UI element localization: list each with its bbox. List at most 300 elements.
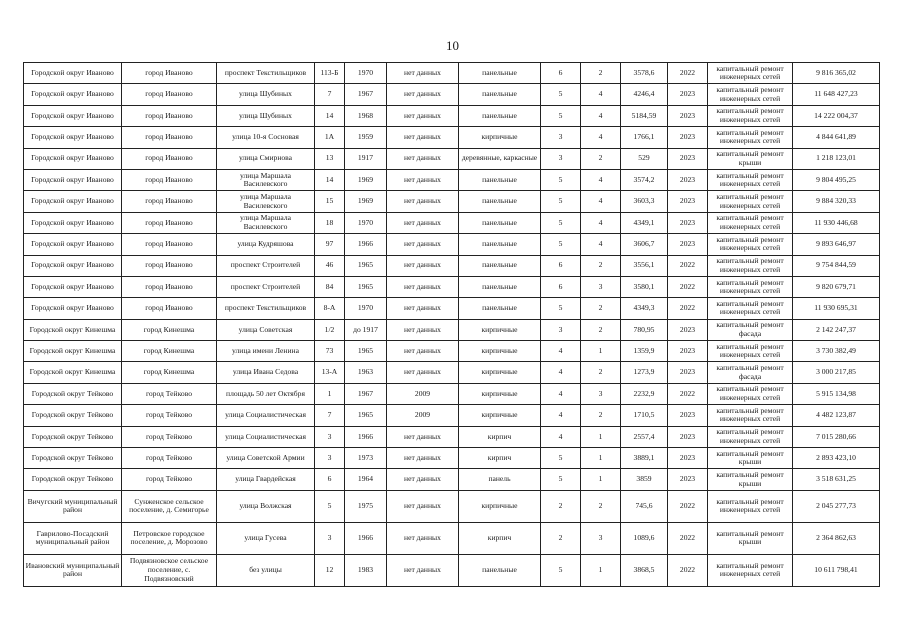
entrances-cell: 2 [581,405,621,426]
year-overhaul-cell: нет данных [387,426,459,447]
street-cell: без улицы [217,554,315,586]
work-type-cell: капитальный ремонт крыши [708,448,793,469]
cost-cell: 7 015 280,66 [793,426,880,447]
year-built-cell: 1973 [345,448,387,469]
cost-cell: 2 045 277,73 [793,490,880,522]
work-type-cell: капитальный ремонт инженерных сетей [708,191,793,212]
year-overhaul-cell: нет данных [387,298,459,319]
work-type-cell: капитальный ремонт инженерных сетей [708,298,793,319]
plan-year-cell: 2023 [668,148,708,169]
year-overhaul-cell: нет данных [387,148,459,169]
year-built-cell: 1966 [345,522,387,554]
work-type-cell: капитальный ремонт крыши [708,522,793,554]
house-number-cell: 1/2 [315,319,345,340]
settlement-cell: город Иваново [122,234,217,255]
settlement-cell: Петровское городское поселение, д. Морозово [122,522,217,554]
street-cell: улица Маршала Василевского [217,191,315,212]
district-cell: Городской округ Кинешма [24,362,122,383]
area-cell: 780,95 [621,319,668,340]
house-number-cell: 3 [315,448,345,469]
house-number-cell: 1А [315,127,345,148]
area-cell: 3556,1 [621,255,668,276]
cost-cell: 11 930 446,68 [793,212,880,233]
plan-year-cell: 2023 [668,212,708,233]
work-type-cell: капитальный ремонт инженерных сетей [708,426,793,447]
year-overhaul-cell: нет данных [387,234,459,255]
table-row [24,469,880,490]
settlement-cell: город Кинешма [122,319,217,340]
table-row [24,405,880,426]
district-cell: Городской округ Иваново [24,148,122,169]
district-cell: Городской округ Тейково [24,383,122,404]
work-type-cell: капитальный ремонт инженерных сетей [708,105,793,126]
street-cell: площадь 50 лет Октября [217,383,315,404]
table-row [24,426,880,447]
floors-cell: 5 [541,212,581,233]
floors-cell: 4 [541,362,581,383]
cost-cell: 9 754 844,59 [793,255,880,276]
year-built-cell: 1959 [345,127,387,148]
plan-year-cell: 2022 [668,383,708,404]
district-cell: Городской округ Тейково [24,426,122,447]
street-cell: улица Советская [217,319,315,340]
plan-year-cell: 2023 [668,127,708,148]
house-number-cell: 14 [315,169,345,190]
table-row [24,554,880,586]
year-overhaul-cell: нет данных [387,276,459,297]
entrances-cell: 3 [581,383,621,404]
year-overhaul-cell: нет данных [387,554,459,586]
year-built-cell: 1967 [345,383,387,404]
table-row [24,448,880,469]
year-built-cell: 1967 [345,84,387,105]
plan-year-cell: 2023 [668,169,708,190]
area-cell: 1089,6 [621,522,668,554]
year-overhaul-cell: нет данных [387,448,459,469]
year-built-cell: 1917 [345,148,387,169]
settlement-cell: город Кинешма [122,362,217,383]
area-cell: 3859 [621,469,668,490]
table-row [24,341,880,362]
wall-material-cell: панельные [459,255,541,276]
year-overhaul-cell: 2009 [387,405,459,426]
entrances-cell: 1 [581,341,621,362]
floors-cell: 3 [541,148,581,169]
settlement-cell: Сунженское сельское поселение, д. Семигорье [122,490,217,522]
year-overhaul-cell: 2009 [387,383,459,404]
work-type-cell: капитальный ремонт инженерных сетей [708,169,793,190]
cost-cell: 11 930 695,31 [793,298,880,319]
cost-cell: 4 844 641,89 [793,127,880,148]
work-type-cell: капитальный ремонт инженерных сетей [708,212,793,233]
table-row [24,148,880,169]
year-built-cell: 1970 [345,63,387,84]
floors-cell: 6 [541,255,581,276]
entrances-cell: 4 [581,127,621,148]
area-cell: 3606,7 [621,234,668,255]
floors-cell: 5 [541,169,581,190]
settlement-cell: город Иваново [122,255,217,276]
plan-year-cell: 2022 [668,255,708,276]
entrances-cell: 4 [581,105,621,126]
house-number-cell: 7 [315,405,345,426]
district-cell: Городской округ Иваново [24,105,122,126]
wall-material-cell: панельные [459,169,541,190]
area-cell: 2232,9 [621,383,668,404]
floors-cell: 4 [541,426,581,447]
table-row [24,212,880,233]
work-type-cell: капитальный ремонт фасада [708,362,793,383]
street-cell: улица Гусева [217,522,315,554]
wall-material-cell: кирпичные [459,362,541,383]
street-cell: улица Кудряшова [217,234,315,255]
year-built-cell: до 1917 [345,319,387,340]
floors-cell: 6 [541,63,581,84]
cost-cell: 4 482 123,87 [793,405,880,426]
settlement-cell: город Тейково [122,469,217,490]
year-built-cell: 1966 [345,234,387,255]
table-row [24,319,880,340]
entrances-cell: 2 [581,362,621,383]
wall-material-cell: панельные [459,234,541,255]
floors-cell: 5 [541,234,581,255]
plan-year-cell: 2022 [668,63,708,84]
house-number-cell: 1 [315,383,345,404]
district-cell: Городской округ Иваново [24,234,122,255]
house-number-cell: 5 [315,490,345,522]
house-number-cell: 18 [315,212,345,233]
floors-cell: 2 [541,522,581,554]
entrances-cell: 1 [581,426,621,447]
settlement-cell: город Тейково [122,426,217,447]
house-number-cell: 84 [315,276,345,297]
area-cell: 3603,3 [621,191,668,212]
year-overhaul-cell: нет данных [387,522,459,554]
work-type-cell: капитальный ремонт фасада [708,319,793,340]
year-built-cell: 1970 [345,298,387,319]
house-number-cell: 3 [315,426,345,447]
entrances-cell: 4 [581,191,621,212]
plan-year-cell: 2023 [668,105,708,126]
floors-cell: 5 [541,469,581,490]
area-cell: 3889,1 [621,448,668,469]
settlement-cell: город Иваново [122,276,217,297]
year-built-cell: 1975 [345,490,387,522]
work-type-cell: капитальный ремонт инженерных сетей [708,341,793,362]
settlement-cell: город Кинешма [122,341,217,362]
wall-material-cell: панельные [459,84,541,105]
settlement-cell: город Тейково [122,405,217,426]
area-cell: 1273,9 [621,362,668,383]
entrances-cell: 2 [581,319,621,340]
wall-material-cell: кирпич [459,426,541,447]
floors-cell: 5 [541,554,581,586]
district-cell: Вичугский муниципальный район [24,490,122,522]
year-built-cell: 1966 [345,426,387,447]
house-number-cell: 14 [315,105,345,126]
plan-year-cell: 2022 [668,554,708,586]
table-row [24,105,880,126]
street-cell: улица Маршала Василевского [217,212,315,233]
year-overhaul-cell: нет данных [387,84,459,105]
settlement-cell: город Тейково [122,383,217,404]
house-number-cell: 8-А [315,298,345,319]
year-overhaul-cell: нет данных [387,169,459,190]
cost-cell: 10 611 798,41 [793,554,880,586]
plan-year-cell: 2023 [668,84,708,105]
plan-year-cell: 2023 [668,362,708,383]
house-number-cell: 46 [315,255,345,276]
plan-year-cell: 2023 [668,234,708,255]
cost-cell: 11 648 427,23 [793,84,880,105]
street-cell: улица Советской Армии [217,448,315,469]
entrances-cell: 2 [581,63,621,84]
work-type-cell: капитальный ремонт инженерных сетей [708,490,793,522]
year-overhaul-cell: нет данных [387,63,459,84]
wall-material-cell: кирпичные [459,319,541,340]
floors-cell: 4 [541,383,581,404]
floors-cell: 4 [541,341,581,362]
settlement-cell: Подвязновское сельское поселение, с. Подвязновский [122,554,217,586]
district-cell: Городской округ Иваново [24,298,122,319]
cost-cell: 1 218 123,01 [793,148,880,169]
entrances-cell: 2 [581,148,621,169]
entrances-cell: 4 [581,212,621,233]
entrances-cell: 2 [581,298,621,319]
district-cell: Городской округ Иваново [24,255,122,276]
housing-overhaul-table [23,62,880,587]
year-overhaul-cell: нет данных [387,105,459,126]
district-cell: Городской округ Иваново [24,127,122,148]
district-cell: Городской округ Тейково [24,448,122,469]
cost-cell: 2 364 862,63 [793,522,880,554]
table-row [24,63,880,84]
cost-cell: 9 816 365,02 [793,63,880,84]
street-cell: улица имени Ленина [217,341,315,362]
district-cell: Городской округ Иваново [24,212,122,233]
house-number-cell: 6 [315,469,345,490]
area-cell: 3578,6 [621,63,668,84]
table-row [24,490,880,522]
house-number-cell: 13-А [315,362,345,383]
area-cell: 1359,9 [621,341,668,362]
street-cell: улица Социалистическая [217,405,315,426]
district-cell: Гаврилово-Посадский муниципальный район [24,522,122,554]
street-cell: улица Смирнова [217,148,315,169]
entrances-cell: 2 [581,490,621,522]
area-cell: 529 [621,148,668,169]
table-body [24,63,880,587]
district-cell: Городской округ Кинешма [24,319,122,340]
plan-year-cell: 2023 [668,191,708,212]
cost-cell: 2 142 247,37 [793,319,880,340]
year-built-cell: 1963 [345,362,387,383]
district-cell: Городской округ Иваново [24,276,122,297]
street-cell: улица Социалистическая [217,426,315,447]
entrances-cell: 3 [581,522,621,554]
wall-material-cell: кирпичные [459,490,541,522]
street-cell: проспект Строителей [217,276,315,297]
wall-material-cell: панельные [459,212,541,233]
entrances-cell: 3 [581,276,621,297]
work-type-cell: капитальный ремонт инженерных сетей [708,234,793,255]
area-cell: 5184,59 [621,105,668,126]
district-cell: Городской округ Тейково [24,469,122,490]
work-type-cell: капитальный ремонт инженерных сетей [708,554,793,586]
work-type-cell: капитальный ремонт инженерных сетей [708,84,793,105]
entrances-cell: 4 [581,169,621,190]
street-cell: улица Гвардейская [217,469,315,490]
year-built-cell: 1964 [345,469,387,490]
wall-material-cell: панельные [459,554,541,586]
entrances-cell: 4 [581,84,621,105]
table-row [24,522,880,554]
cost-cell: 9 820 679,71 [793,276,880,297]
table-row [24,255,880,276]
cost-cell: 2 893 423,10 [793,448,880,469]
street-cell: проспект Текстильщиков [217,63,315,84]
wall-material-cell: кирпичные [459,405,541,426]
settlement-cell: город Иваново [122,191,217,212]
year-built-cell: 1970 [345,212,387,233]
plan-year-cell: 2023 [668,426,708,447]
cost-cell: 9 804 495,25 [793,169,880,190]
street-cell: улица Ивана Седова [217,362,315,383]
table-row [24,383,880,404]
page-number: 10 [446,38,459,53]
entrances-cell: 1 [581,448,621,469]
wall-material-cell: панельные [459,191,541,212]
settlement-cell: город Иваново [122,84,217,105]
cost-cell: 3 730 382,49 [793,341,880,362]
plan-year-cell: 2022 [668,276,708,297]
settlement-cell: город Иваново [122,298,217,319]
settlement-cell: город Иваново [122,148,217,169]
settlement-cell: город Иваново [122,127,217,148]
house-number-cell: 12 [315,554,345,586]
table-row [24,362,880,383]
table-row [24,169,880,190]
work-type-cell: капитальный ремонт инженерных сетей [708,63,793,84]
wall-material-cell: кирпич [459,448,541,469]
entrances-cell: 2 [581,255,621,276]
cost-cell: 3 518 631,25 [793,469,880,490]
year-built-cell: 1969 [345,169,387,190]
street-cell: улица Шубиных [217,105,315,126]
floors-cell: 3 [541,127,581,148]
floors-cell: 6 [541,276,581,297]
floors-cell: 5 [541,191,581,212]
plan-year-cell: 2022 [668,522,708,554]
settlement-cell: город Иваново [122,169,217,190]
area-cell: 4349,1 [621,212,668,233]
street-cell: улица 10-я Сосновая [217,127,315,148]
work-type-cell: капитальный ремонт инженерных сетей [708,383,793,404]
plan-year-cell: 2023 [668,448,708,469]
street-cell: проспект Текстильщиков [217,298,315,319]
house-number-cell: 113-Б [315,63,345,84]
area-cell: 1766,1 [621,127,668,148]
street-cell: улица Маршала Василевского [217,169,315,190]
year-built-cell: 1983 [345,554,387,586]
year-built-cell: 1965 [345,405,387,426]
floors-cell: 5 [541,84,581,105]
plan-year-cell: 2023 [668,341,708,362]
year-built-cell: 1965 [345,276,387,297]
entrances-cell: 1 [581,554,621,586]
work-type-cell: капитальный ремонт инженерных сетей [708,127,793,148]
table-row [24,276,880,297]
table-row [24,191,880,212]
house-number-cell: 15 [315,191,345,212]
year-overhaul-cell: нет данных [387,469,459,490]
table-row [24,234,880,255]
area-cell: 3868,5 [621,554,668,586]
house-number-cell: 97 [315,234,345,255]
wall-material-cell: кирпичные [459,383,541,404]
area-cell: 4246,4 [621,84,668,105]
wall-material-cell: панельные [459,63,541,84]
table-row [24,84,880,105]
plan-year-cell: 2023 [668,405,708,426]
cost-cell: 3 000 217,85 [793,362,880,383]
plan-year-cell: 2023 [668,319,708,340]
area-cell: 2557,4 [621,426,668,447]
wall-material-cell: кирпич [459,522,541,554]
wall-material-cell: деревянные, каркасные [459,148,541,169]
cost-cell: 9 893 646,97 [793,234,880,255]
year-overhaul-cell: нет данных [387,341,459,362]
floors-cell: 5 [541,448,581,469]
cost-cell: 14 222 004,37 [793,105,880,126]
year-built-cell: 1965 [345,341,387,362]
district-cell: Городской округ Иваново [24,63,122,84]
year-overhaul-cell: нет данных [387,255,459,276]
settlement-cell: город Иваново [122,212,217,233]
work-type-cell: капитальный ремонт крыши [708,469,793,490]
work-type-cell: капитальный ремонт инженерных сетей [708,405,793,426]
settlement-cell: город Иваново [122,105,217,126]
district-cell: Ивановский муниципальный район [24,554,122,586]
house-number-cell: 13 [315,148,345,169]
floors-cell: 3 [541,319,581,340]
wall-material-cell: панельные [459,105,541,126]
settlement-cell: город Тейково [122,448,217,469]
house-number-cell: 73 [315,341,345,362]
year-overhaul-cell: нет данных [387,490,459,522]
work-type-cell: капитальный ремонт крыши [708,148,793,169]
floors-cell: 4 [541,405,581,426]
district-cell: Городской округ Иваново [24,169,122,190]
house-number-cell: 7 [315,84,345,105]
work-type-cell: капитальный ремонт инженерных сетей [708,276,793,297]
floors-cell: 5 [541,298,581,319]
floors-cell: 2 [541,490,581,522]
wall-material-cell: кирпичные [459,341,541,362]
house-number-cell: 3 [315,522,345,554]
cost-cell: 9 884 320,33 [793,191,880,212]
street-cell: проспект Строителей [217,255,315,276]
settlement-cell: город Иваново [122,63,217,84]
year-built-cell: 1968 [345,105,387,126]
street-cell: улица Волжская [217,490,315,522]
year-overhaul-cell: нет данных [387,127,459,148]
wall-material-cell: панель [459,469,541,490]
wall-material-cell: панельные [459,276,541,297]
district-cell: Городской округ Иваново [24,191,122,212]
table-row [24,298,880,319]
plan-year-cell: 2022 [668,298,708,319]
